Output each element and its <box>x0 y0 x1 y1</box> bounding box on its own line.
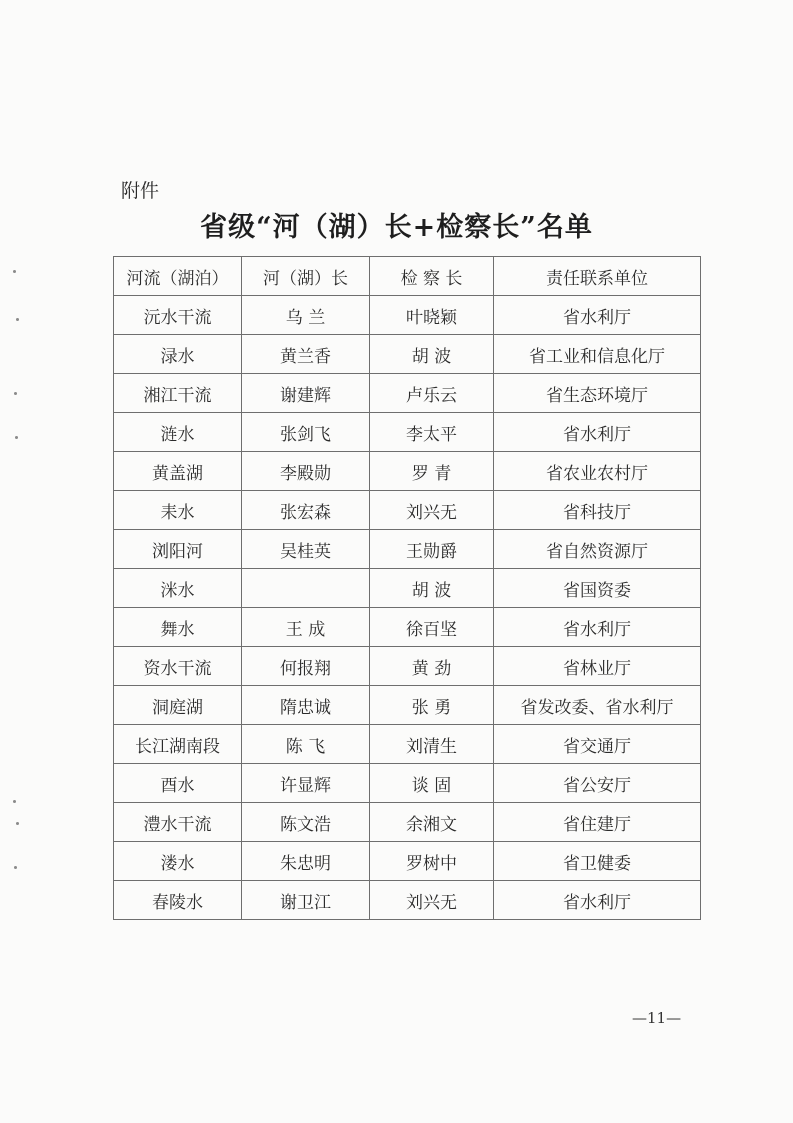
roster-table <box>113 256 701 920</box>
chief-cell: 张宏森 <box>242 491 370 530</box>
table-header <box>114 257 701 296</box>
unit-cell: 省工业和信息化厅 <box>494 335 701 374</box>
unit-cell: 省自然资源厅 <box>494 530 701 569</box>
table-body <box>114 296 701 920</box>
table-row <box>114 530 701 569</box>
procurator-cell: 王勋爵 <box>370 530 494 569</box>
procurator-cell: 张 勇 <box>370 686 494 725</box>
procurator-cell: 罗树中 <box>370 842 494 881</box>
unit-cell: 省水利厅 <box>494 413 701 452</box>
chief-cell: 朱忠明 <box>242 842 370 881</box>
table-row <box>114 491 701 530</box>
procurator-cell: 卢乐云 <box>370 374 494 413</box>
table-row <box>114 686 701 725</box>
chief-cell: 李殿勋 <box>242 452 370 491</box>
header-river-lake: 河流（湖泊） <box>114 257 242 296</box>
chief-cell: 陈文浩 <box>242 803 370 842</box>
unit-cell: 省水利厅 <box>494 296 701 335</box>
table-row <box>114 608 701 647</box>
procurator-cell: 罗 青 <box>370 452 494 491</box>
procurator-cell: 徐百坚 <box>370 608 494 647</box>
river-cell: 湘江干流 <box>114 374 242 413</box>
chief-cell: 隋忠诚 <box>242 686 370 725</box>
table-row <box>114 842 701 881</box>
procurator-cell: 黄 劲 <box>370 647 494 686</box>
river-cell: 舞水 <box>114 608 242 647</box>
river-cell: 渌水 <box>114 335 242 374</box>
table-row <box>114 413 701 452</box>
unit-cell: 省水利厅 <box>494 881 701 920</box>
unit-cell: 省发改委、省水利厅 <box>494 686 701 725</box>
chief-cell: 谢建辉 <box>242 374 370 413</box>
procurator-cell: 胡 波 <box>370 335 494 374</box>
chief-cell: 黄兰香 <box>242 335 370 374</box>
unit-cell: 省水利厅 <box>494 608 701 647</box>
river-cell: 黄盖湖 <box>114 452 242 491</box>
chief-cell: 乌 兰 <box>242 296 370 335</box>
unit-cell: 省科技厅 <box>494 491 701 530</box>
document-title: 省级“河（湖）长+检察长”名单 <box>200 212 593 243</box>
unit-cell: 省生态环境厅 <box>494 374 701 413</box>
table-row <box>114 452 701 491</box>
procurator-cell: 胡 波 <box>370 569 494 608</box>
procurator-cell: 谈 固 <box>370 764 494 803</box>
header-procurator: 检 察 长 <box>370 257 494 296</box>
unit-cell: 省国资委 <box>494 569 701 608</box>
unit-cell: 省农业农村厅 <box>494 452 701 491</box>
procurator-cell: 刘清生 <box>370 725 494 764</box>
river-cell: 春陵水 <box>114 881 242 920</box>
procurator-cell: 刘兴无 <box>370 881 494 920</box>
river-cell: 溇水 <box>114 842 242 881</box>
chief-cell: 吴桂英 <box>242 530 370 569</box>
chief-cell: 张剑飞 <box>242 413 370 452</box>
chief-cell: 陈 飞 <box>242 725 370 764</box>
scan-speck <box>16 318 19 321</box>
attachment-label: 附件 <box>121 180 160 202</box>
unit-cell: 省交通厅 <box>494 725 701 764</box>
scan-speck <box>13 800 16 803</box>
table-row <box>114 569 701 608</box>
unit-cell: 省公安厅 <box>494 764 701 803</box>
scan-speck <box>16 822 19 825</box>
procurator-cell: 叶晓颖 <box>370 296 494 335</box>
river-cell: 沅水干流 <box>114 296 242 335</box>
table-row <box>114 296 701 335</box>
river-cell: 洞庭湖 <box>114 686 242 725</box>
table-row <box>114 881 701 920</box>
table-row <box>114 725 701 764</box>
river-cell: 资水干流 <box>114 647 242 686</box>
table-row <box>114 647 701 686</box>
river-cell: 澧水干流 <box>114 803 242 842</box>
page-number: —11— <box>632 1009 682 1027</box>
chief-cell: 何报翔 <box>242 647 370 686</box>
table-row <box>114 803 701 842</box>
procurator-cell: 李太平 <box>370 413 494 452</box>
chief-cell <box>242 569 370 608</box>
header-liaison-unit: 责任联系单位 <box>494 257 701 296</box>
chief-cell: 王 成 <box>242 608 370 647</box>
procurator-cell: 刘兴无 <box>370 491 494 530</box>
scan-speck <box>13 270 16 273</box>
river-cell: 洣水 <box>114 569 242 608</box>
river-cell: 耒水 <box>114 491 242 530</box>
table-row <box>114 374 701 413</box>
table-header-row <box>114 257 701 296</box>
river-cell: 长江湖南段 <box>114 725 242 764</box>
unit-cell: 省住建厅 <box>494 803 701 842</box>
river-cell: 涟水 <box>114 413 242 452</box>
header-river-chief: 河（湖）长 <box>242 257 370 296</box>
scan-speck <box>15 436 18 439</box>
table-row <box>114 335 701 374</box>
scan-speck <box>14 392 17 395</box>
table-row <box>114 764 701 803</box>
river-cell: 酉水 <box>114 764 242 803</box>
procurator-cell: 余湘文 <box>370 803 494 842</box>
river-cell: 浏阳河 <box>114 530 242 569</box>
scan-speck <box>14 866 17 869</box>
unit-cell: 省卫健委 <box>494 842 701 881</box>
unit-cell: 省林业厅 <box>494 647 701 686</box>
chief-cell: 谢卫江 <box>242 881 370 920</box>
chief-cell: 许显辉 <box>242 764 370 803</box>
